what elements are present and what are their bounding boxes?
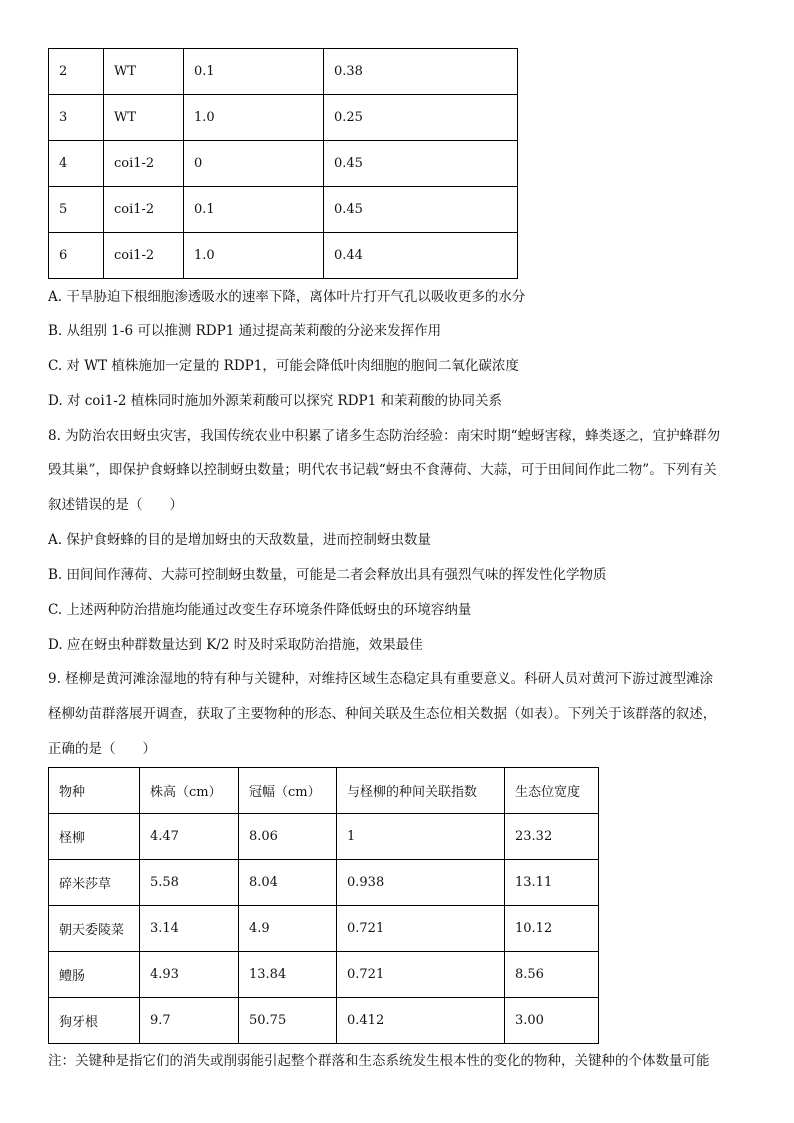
table-cell: 0.44 bbox=[324, 233, 518, 279]
table-row bbox=[49, 906, 599, 952]
experiment-table bbox=[48, 48, 518, 279]
table-cell: 0.412 bbox=[337, 998, 505, 1044]
table-cell: 柽柳 bbox=[49, 814, 140, 860]
table-cell: 0.25 bbox=[324, 95, 518, 141]
table-cell: 8.04 bbox=[239, 860, 337, 906]
table-cell: 0.38 bbox=[324, 49, 518, 95]
table-row bbox=[49, 141, 518, 187]
table-cell: 0.45 bbox=[324, 187, 518, 233]
table-row bbox=[49, 49, 518, 95]
q7-option-b: B. 从组别 1-6 可以推测 RDP1 通过提高茉莉酸的分泌来发挥作用 bbox=[48, 323, 442, 339]
table-cell: 0.1 bbox=[184, 187, 324, 233]
table-cell: 9.7 bbox=[140, 998, 239, 1044]
table-cell: 8.56 bbox=[505, 952, 599, 998]
table-header-cell: 冠幅（cm） bbox=[239, 768, 337, 814]
table-cell: 1.0 bbox=[184, 233, 324, 279]
table-cell: 0.721 bbox=[337, 952, 505, 998]
table-row bbox=[49, 187, 518, 233]
table-cell: 1 bbox=[337, 814, 505, 860]
table-cell: 13.84 bbox=[239, 952, 337, 998]
table-row bbox=[49, 814, 599, 860]
table-cell: WT bbox=[104, 95, 184, 141]
table-cell: 朝天委陵菜 bbox=[49, 906, 140, 952]
table-cell: 1.0 bbox=[184, 95, 324, 141]
table-cell: 3 bbox=[49, 95, 104, 141]
q9-stem-line: 柽柳幼苗群落展开调查，获取了主要物种的形态、种间关联及生态位相关数据（如表）。下列关于该群落的叙述， bbox=[48, 706, 717, 722]
table-cell: 0.938 bbox=[337, 860, 505, 906]
table-row bbox=[49, 860, 599, 906]
table-cell: 5.58 bbox=[140, 860, 239, 906]
table-cell: 2 bbox=[49, 49, 104, 95]
table-cell: 8.06 bbox=[239, 814, 337, 860]
q8-option-a: A. 保护食蚜蜂的目的是增加蚜虫的天敌数量，进而控制蚜虫数量 bbox=[48, 532, 431, 548]
table-cell: 5 bbox=[49, 187, 104, 233]
table-row bbox=[49, 952, 599, 998]
q8-stem-line: 叙述错误的是（ ） bbox=[48, 497, 183, 513]
q7-option-a: A. 干旱胁迫下根细胞渗透吸水的速率下降，离体叶片打开气孔以吸收更多的水分 bbox=[48, 289, 526, 305]
table-cell: coi1-2 bbox=[104, 187, 184, 233]
table-row bbox=[49, 95, 518, 141]
table-row bbox=[49, 233, 518, 279]
table-cell: 23.32 bbox=[505, 814, 599, 860]
q7-option-c: C. 对 WT 植株施加一定量的 RDP1，可能会降低叶肉细胞的胞间二氧化碳浓度 bbox=[48, 358, 519, 374]
q8-option-b: B. 田间间作薄荷、大蒜可控制蚜虫数量，可能是二者会释放出具有强烈气味的挥发性化学物质 bbox=[48, 567, 607, 583]
table-cell: 4 bbox=[49, 141, 104, 187]
q8-stem-line: 毁其巢”，即保护食蚜蜂以控制蚜虫数量；明代农书记载“蚜虫不食薄荷、大蒜，可于田间间作此二物”。下列有关 bbox=[48, 462, 717, 478]
table-cell: 狗牙根 bbox=[49, 998, 140, 1044]
table-cell: 4.93 bbox=[140, 952, 239, 998]
table-cell: WT bbox=[104, 49, 184, 95]
table-cell: 6 bbox=[49, 233, 104, 279]
table-cell: 3.14 bbox=[140, 906, 239, 952]
q7-option-d: D. 对 coi1-2 植株同时施加外源茉莉酸可以探究 RDP1 和茉莉酸的协同关系 bbox=[48, 393, 502, 409]
table-note: 注：关键种是指它们的消失或削弱能引起整个群落和生态系统发生根本性的变化的物种，关键种的个体数量可能 bbox=[48, 1053, 710, 1069]
table-cell: 10.12 bbox=[505, 906, 599, 952]
table-cell: 13.11 bbox=[505, 860, 599, 906]
species-table bbox=[48, 767, 599, 1044]
table-cell: 3.00 bbox=[505, 998, 599, 1044]
table-cell: coi1-2 bbox=[104, 141, 184, 187]
q9-stem-line: 9. 柽柳是黄河滩涂湿地的特有种与关键种，对维持区域生态稳定具有重要意义。科研人员对黄河下游过渡型滩涂 bbox=[48, 671, 714, 687]
table-header-cell: 生态位宽度 bbox=[505, 768, 599, 814]
table-header-row bbox=[49, 768, 599, 814]
table-header-cell: 物种 bbox=[49, 768, 140, 814]
table-cell: 50.75 bbox=[239, 998, 337, 1044]
q9-stem-line: 正确的是（ ） bbox=[48, 741, 156, 757]
q8-stem-line: 8. 为防治农田蚜虫灾害，我国传统农业中积累了诸多生态防治经验：南宋时期“蝗蚜害稼，蜂类逐之，宜护蜂群勿 bbox=[48, 428, 721, 444]
table-cell: 4.9 bbox=[239, 906, 337, 952]
table-header-cell: 株高（cm） bbox=[140, 768, 239, 814]
table-cell: 0.721 bbox=[337, 906, 505, 952]
q8-option-d: D. 应在蚜虫种群数量达到 K/2 时及时采取防治措施，效果最佳 bbox=[48, 637, 423, 653]
table-row bbox=[49, 998, 599, 1044]
table-cell: coi1-2 bbox=[104, 233, 184, 279]
table-cell: 鳢肠 bbox=[49, 952, 140, 998]
q8-option-c: C. 上述两种防治措施均能通过改变生存环境条件降低蚜虫的环境容纳量 bbox=[48, 602, 472, 618]
table-cell: 碎米莎草 bbox=[49, 860, 140, 906]
table-cell: 0.1 bbox=[184, 49, 324, 95]
table-cell: 0 bbox=[184, 141, 324, 187]
table-header-cell: 与柽柳的种间关联指数 bbox=[337, 768, 505, 814]
table-cell: 0.45 bbox=[324, 141, 518, 187]
table-cell: 4.47 bbox=[140, 814, 239, 860]
